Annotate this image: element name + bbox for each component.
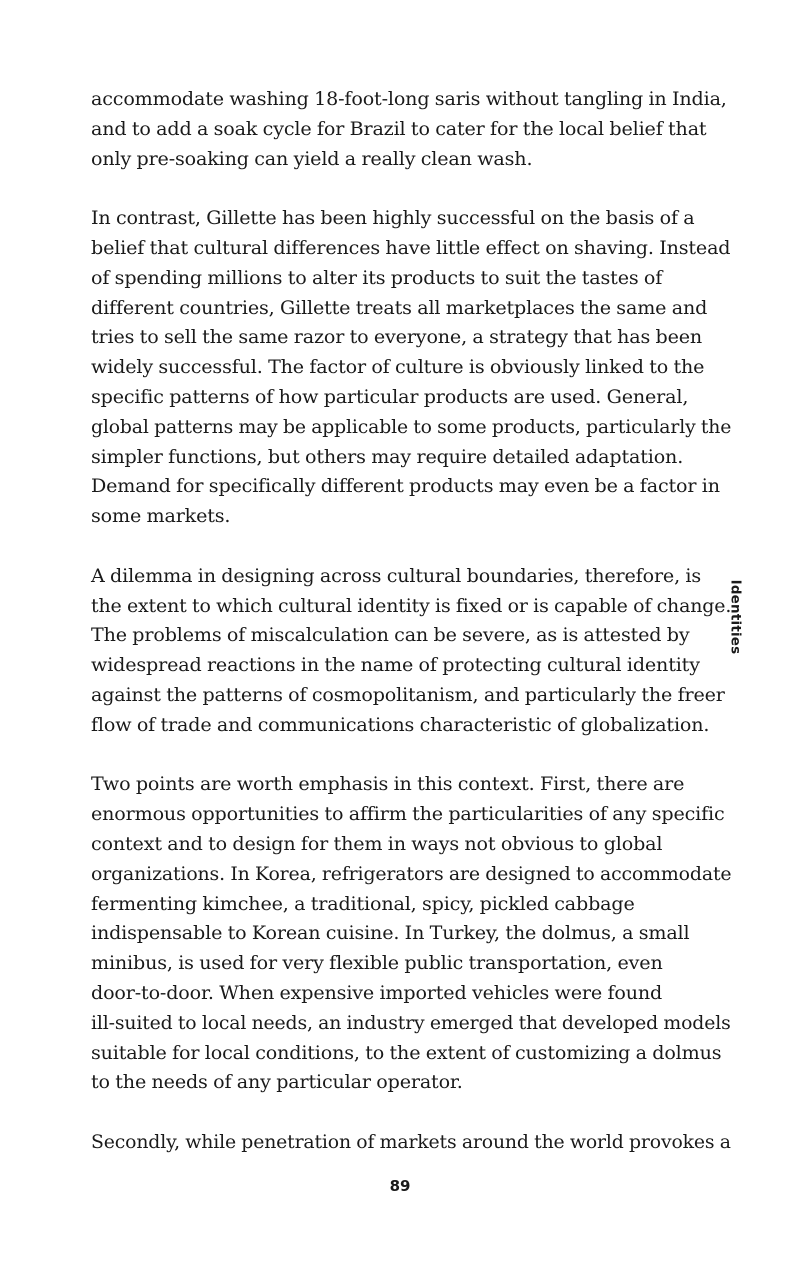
- paragraph: [91, 203, 731, 531]
- text-line: suitable for local conditions, to the extent of customizing a dolmus: [91, 1040, 722, 1064]
- text-line: The problems of miscalculation can be severe, as is attested by: [91, 623, 690, 647]
- page-body: [91, 84, 731, 1186]
- text-line: flow of trade and communications characteristic of globalization.: [91, 712, 710, 736]
- text-line: organizations. In Korea, refrigerators are designed to accommodate: [91, 861, 732, 885]
- text-line: tries to sell the same razor to everyone, a strategy that has been: [91, 325, 703, 349]
- text-line: belief that cultural differences have little effect on shaving. Instead: [91, 235, 731, 259]
- text-line: widely successful. The factor of culture is obviously linked to the: [91, 355, 705, 379]
- text-line: enormous opportunities to affirm the particularities of any specific: [91, 802, 725, 826]
- text-line: specific patterns of how particular products are used. General,: [91, 384, 689, 408]
- text-line: some markets.: [91, 504, 231, 528]
- text-line: fermenting kimchee, a traditional, spicy, pickled cabbage: [91, 891, 635, 915]
- text-line: only pre-soaking can yield a really clean wash.: [91, 146, 533, 170]
- text-line: In contrast, Gillette has been highly successful on the basis of a: [91, 206, 695, 230]
- text-line: to the needs of any particular operator.: [91, 1070, 463, 1094]
- text-line: the extent to which cultural identity is fixed or is capable of change.: [91, 593, 732, 617]
- page-number: 89: [389, 1177, 411, 1195]
- text-line: Demand for specifically different products may even be a factor in: [91, 474, 720, 498]
- text-line: Two points are worth emphasis in this context. First, there are: [91, 772, 685, 796]
- text-line: ill-suited to local needs, an industry emerged that developed models: [91, 1010, 731, 1034]
- paragraph: [91, 84, 731, 173]
- paragraph: [91, 769, 731, 1097]
- text-line: different countries, Gillette treats all marketplaces the same and: [91, 295, 708, 319]
- text-line: against the patterns of cosmopolitanism, and particularly the freer: [91, 682, 725, 706]
- paragraph: [91, 561, 731, 740]
- text-line: door-to-door. When expensive imported vehicles were found: [91, 980, 663, 1004]
- text-line: and to add a soak cycle for Brazil to cater for the local belief that: [91, 116, 707, 140]
- text-line: of spending millions to alter its products to suit the tastes of: [91, 265, 663, 289]
- text-line: global patterns may be applicable to some products, particularly the: [91, 414, 732, 438]
- text-line: context and to design for them in ways not obvious to global: [91, 831, 663, 855]
- text-line: minibus, is used for very flexible public transportation, even: [91, 951, 663, 975]
- text-line: Secondly, while penetration of markets around the world provokes a: [91, 1129, 731, 1153]
- text-line: indispensable to Korean cuisine. In Turkey, the dolmus, a small: [91, 921, 690, 945]
- paragraph: [91, 1127, 731, 1157]
- text-line: accommodate washing 18-foot-long saris without tangling in India,: [91, 87, 727, 110]
- text-line: simpler functions, but others may require detailed adaptation.: [91, 444, 684, 468]
- text-line: A dilemma in designing across cultural boundaries, therefore, is: [91, 563, 702, 587]
- text-line: widespread reactions in the name of protecting cultural identity: [91, 653, 700, 677]
- section-label: Identities: [727, 579, 743, 655]
- section-tab: [724, 579, 746, 655]
